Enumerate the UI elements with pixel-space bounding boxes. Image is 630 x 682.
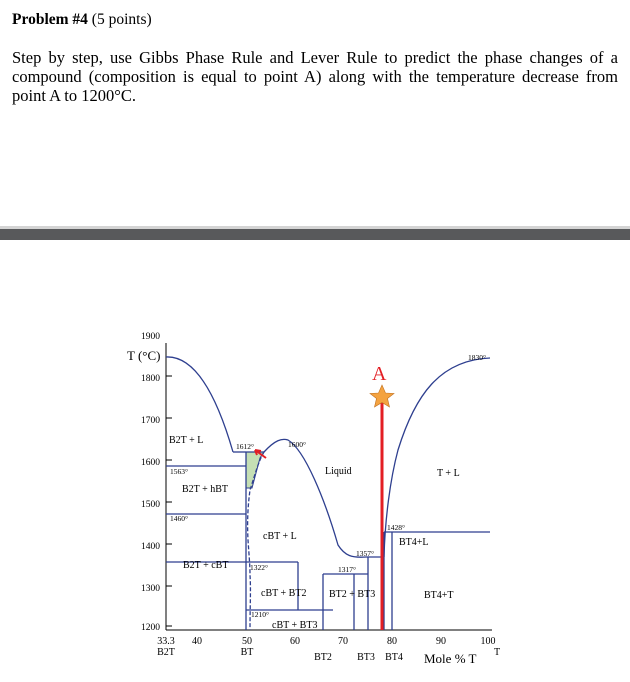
temp-1563: 1563° bbox=[170, 467, 188, 476]
region-cbt-bt2: cBT + BT2 bbox=[261, 588, 307, 599]
region-b2t-cbt: B2T + cBT bbox=[183, 560, 229, 571]
temp-1428: 1428° bbox=[387, 523, 405, 532]
x-tick-50: 50 bbox=[242, 636, 252, 647]
problem-number: Problem #4 bbox=[12, 11, 88, 28]
region-cbt-bt3: cBT + BT3 bbox=[272, 620, 318, 631]
x-tick-60: 60 bbox=[290, 636, 300, 647]
temp-1322: 1322° bbox=[250, 563, 268, 572]
region-bt2-bt3: BT2 + BT3 bbox=[329, 589, 376, 600]
temp-1210: 1210° bbox=[251, 610, 269, 619]
temp-1317: 1317° bbox=[338, 565, 356, 574]
compound-bt: BT bbox=[240, 647, 254, 658]
y-tick-1600: 1600 bbox=[141, 458, 160, 468]
y-tick-1900: 1900 bbox=[141, 332, 160, 342]
region-b2t-l: B2T + L bbox=[169, 435, 204, 446]
y-tick-1300: 1300 bbox=[141, 584, 160, 594]
region-liquid: Liquid bbox=[325, 466, 352, 477]
temp-1612: 1612° bbox=[236, 442, 254, 451]
x-tick-90: 90 bbox=[436, 636, 446, 647]
region-cbt-l: cBT + L bbox=[263, 531, 297, 542]
region-b2t-hbt: B2T + hBT bbox=[182, 484, 229, 495]
x-tick-100: 100 bbox=[480, 636, 496, 647]
temp-1600: 1600° bbox=[288, 440, 306, 449]
y-tick-1400: 1400 bbox=[141, 542, 160, 552]
compound-bt3: BT3 bbox=[357, 652, 375, 663]
y-tick-1200: 1200 bbox=[141, 623, 160, 633]
x-tick-80: 80 bbox=[387, 636, 397, 647]
y-axis-labels bbox=[141, 332, 160, 633]
x-tick-40: 40 bbox=[192, 636, 202, 647]
y-tick-1800: 1800 bbox=[141, 374, 160, 384]
y-axis-title: T (°C) bbox=[127, 348, 161, 363]
temp-1460: 1460° bbox=[170, 514, 188, 523]
region-t-l: T + L bbox=[437, 468, 460, 479]
y-tick-1700: 1700 bbox=[141, 416, 160, 426]
x-tick-33: 33.3 bbox=[157, 636, 175, 647]
x-tick-70: 70 bbox=[338, 636, 348, 647]
compound-t: T bbox=[493, 647, 501, 658]
problem-points: (5 points) bbox=[87, 11, 152, 28]
problem-text: Step by step, use Gibbs Phase Rule and Lever Rule to predict the phase changes of a compound (composition is equal to point A) along with the temperature decrease from point A to 1200°C. bbox=[12, 48, 618, 105]
region-labels bbox=[169, 435, 460, 631]
temp-1830: 1830° bbox=[468, 353, 486, 362]
temp-1357: 1357° bbox=[356, 549, 374, 558]
point-a-label: A bbox=[372, 363, 387, 385]
compound-bt2: BT2 bbox=[314, 652, 332, 663]
region-bt4-l: BT4+L bbox=[399, 537, 429, 548]
x-axis-title: Mole % T bbox=[424, 651, 477, 666]
compound-b2t: B2T bbox=[157, 647, 175, 658]
region-bt4-t: BT4+T bbox=[424, 590, 454, 601]
y-tick-1500: 1500 bbox=[141, 500, 160, 510]
compound-bt4: BT4 bbox=[385, 652, 403, 663]
